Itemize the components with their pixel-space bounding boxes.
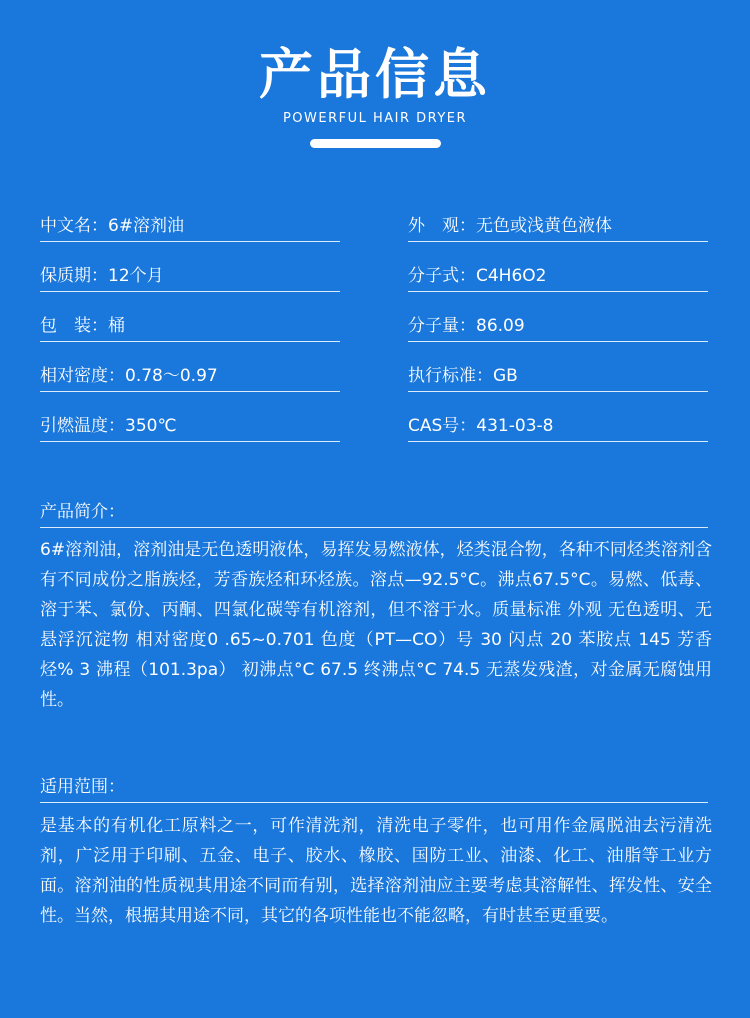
spec-appearance bbox=[408, 211, 708, 242]
spec-label: CAS号： bbox=[408, 416, 477, 436]
spec-label: 包 装： bbox=[40, 316, 108, 336]
spec-molecular-weight bbox=[408, 311, 708, 342]
spec-value: 6#溶剂油 bbox=[108, 216, 185, 236]
spec-value: 桶 bbox=[108, 316, 125, 336]
spec-value: 0.78～0.97 bbox=[125, 366, 218, 386]
intro-text: 6#溶剂油，溶剂油是无色透明液体，易挥发易燃液体，烃类混合物，各种不同烃类溶剂含有不同成份之脂族烃，芳香族烃和环烃族。溶点—92.5°C。沸点67.5°C。易燃、低毒、溶于苯、氯份、丙酮、四氯化碳等有机溶剂，但不溶于水。质量标准 外观 无色透明、无悬浮沉淀物 相对密度0 .65~0.701 色度（PT—CO）号 30 闪点 20 苯胺点 145 芳香烃% 3 沸程（101.3pa） 初沸点°C 67.5 终沸点°C 74.5 无蒸发残渣，对金属无腐蚀用性。 bbox=[40, 540, 712, 710]
spec-label: 外 观： bbox=[408, 216, 476, 236]
spec-value: C4H6O2 bbox=[476, 266, 547, 286]
spec-label: 引燃温度： bbox=[40, 416, 125, 436]
spec-value: 无色或浅黄色液体 bbox=[476, 216, 612, 236]
spec-relative-density bbox=[40, 361, 340, 392]
spec-label: 执行标准： bbox=[408, 366, 493, 386]
page-title: 产品信息 bbox=[259, 43, 491, 106]
spec-shelf-life bbox=[40, 261, 340, 292]
spec-value: 431-03-8 bbox=[476, 416, 554, 436]
spec-label: 分子量： bbox=[408, 316, 476, 336]
spec-value: 350℃ bbox=[125, 416, 177, 436]
spec-ignition-temperature bbox=[40, 411, 340, 442]
spec-value: 86.09 bbox=[476, 316, 525, 336]
title-underline-bar bbox=[310, 139, 441, 148]
spec-packaging bbox=[40, 311, 340, 342]
spec-chinese-name bbox=[40, 211, 340, 242]
usage-text: 是基本的有机化工原料之一，可作清洗剂，清洗电子零件，也可用作金属脱油去污清洗剂，广泛用于印刷、五金、电子、胶水、橡胶、国防工业、油漆、化工、油脂等工业方面。溶剂油的性质视其用途不同而有别，选择溶剂油应主要考虑其溶解性、挥发性、安全性。当然，根据其用途不同，其它的各项性能也不能忽略，有时甚至更重要。 bbox=[40, 816, 712, 926]
page-subtitle: POWERFUL HAIR DRYER bbox=[282, 111, 468, 126]
intro-heading: 产品简介： bbox=[40, 497, 708, 528]
spec-cas-number bbox=[408, 411, 708, 442]
spec-value: 12个月 bbox=[108, 266, 164, 286]
spec-standard bbox=[408, 361, 708, 392]
spec-label: 相对密度： bbox=[40, 366, 125, 386]
spec-molecular-formula bbox=[408, 261, 708, 292]
spec-value: GB bbox=[493, 366, 518, 386]
usage-heading: 适用范围： bbox=[40, 772, 708, 803]
spec-label: 中文名： bbox=[40, 216, 108, 236]
spec-label: 分子式： bbox=[408, 266, 476, 286]
spec-label: 保质期： bbox=[40, 266, 108, 286]
